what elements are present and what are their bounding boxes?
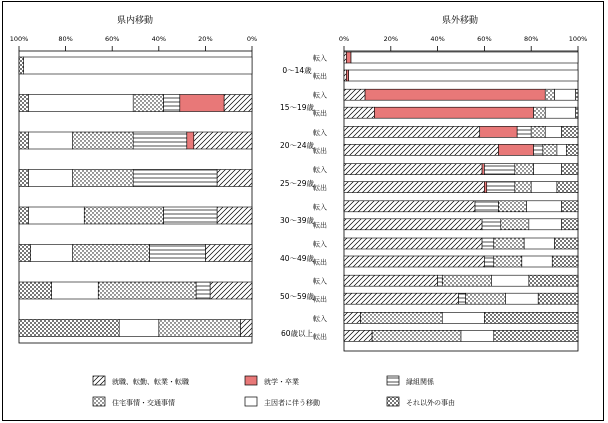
right-bar-segment-follow	[461, 330, 494, 341]
direction-label-in: 転入	[313, 54, 327, 63]
right-bar-segment-job	[344, 219, 482, 230]
right-tick-label: 0%	[338, 35, 350, 43]
right-chart-title: 県外移動	[441, 16, 479, 26]
right-bar-segment-other	[552, 256, 578, 267]
right-bar-segment-other	[566, 144, 578, 155]
right-bars	[344, 52, 578, 341]
right-bar-segment-other	[562, 219, 578, 230]
left-bar-segment-other	[19, 132, 28, 149]
right-bar-segment-follow	[524, 238, 554, 249]
left-bar-segment-housing	[84, 207, 163, 224]
left-chart-title: 県内移動	[116, 16, 154, 26]
direction-label-out: 転出	[313, 258, 327, 267]
left-bar-segment-job	[224, 95, 252, 112]
left-bar-segment-follow	[28, 95, 133, 112]
right-bar-segment-follow	[534, 164, 562, 175]
right-bar-segment-family	[475, 201, 498, 212]
left-bar-segment-follow	[52, 282, 99, 299]
right-bar-segment-school	[482, 164, 484, 175]
age-group-label: 60歳以上	[280, 329, 314, 338]
left-bar-segment-housing	[98, 282, 196, 299]
right-bar-segment-follow	[505, 293, 538, 304]
left-bar-segment-housing	[133, 95, 163, 112]
legend-swatch-follow	[245, 397, 257, 406]
right-bar-segment-housing	[494, 238, 524, 249]
right-bar-segment-other	[576, 107, 578, 118]
legend-swatch-other	[387, 397, 399, 406]
legend-label-follow: 主因者に伴う移動	[264, 399, 320, 407]
legend-label-job: 就職、転勤、転業・転職	[112, 378, 189, 386]
right-bar-segment-follow	[349, 70, 578, 81]
direction-label-out: 転出	[313, 109, 327, 118]
right-bar-segment-follow	[529, 219, 562, 230]
right-bar-segment-other	[538, 293, 578, 304]
right-bar-segment-other	[576, 89, 578, 100]
left-bar-segment-other	[19, 245, 31, 262]
left-tick-label: 100%	[9, 35, 29, 43]
right-tick-label: 80%	[523, 35, 539, 43]
direction-label-in: 転入	[313, 314, 327, 323]
right-bar-segment-other	[557, 182, 578, 193]
direction-label-in: 転入	[313, 128, 327, 137]
left-bar-segment-family	[149, 245, 205, 262]
right-bar-segment-other	[494, 330, 578, 341]
direction-label-out: 転出	[313, 184, 327, 193]
age-group-label: 25〜29歳	[279, 179, 315, 188]
right-bar-segment-follow	[555, 89, 576, 100]
left-bar-segment-other	[19, 57, 24, 74]
left-bar-segment-follow	[31, 245, 73, 262]
left-bar-segment-housing	[159, 320, 241, 337]
right-bar-segment-job	[344, 275, 438, 286]
legend-label-school: 就学・卒業	[264, 378, 299, 386]
legend-swatch-housing	[93, 397, 105, 406]
direction-label-in: 転入	[313, 240, 327, 249]
direction-label-out: 転出	[313, 72, 327, 81]
right-bar-segment-follow	[545, 126, 561, 137]
left-bar-segment-job	[194, 132, 252, 149]
direction-labels	[313, 54, 327, 341]
right-bar-segment-school	[346, 70, 348, 81]
right-bar-segment-housing	[466, 293, 506, 304]
right-bar-segment-family	[484, 164, 514, 175]
right-bar-segment-school	[480, 126, 517, 137]
left-bar-segment-other	[19, 282, 52, 299]
left-bar-segment-other	[19, 207, 28, 224]
left-bar-segment-follow	[28, 132, 72, 149]
direction-label-in: 転入	[313, 91, 327, 100]
left-tick-label: 80%	[58, 35, 73, 43]
right-bar-segment-job	[344, 52, 346, 63]
right-bar-segment-follow	[442, 312, 484, 323]
age-group-label: 15〜19歳	[279, 103, 315, 112]
right-bar-segment-school	[365, 89, 545, 100]
left-tick-label: 40%	[151, 35, 167, 43]
direction-label-out: 転出	[313, 332, 327, 341]
right-bar-segment-housing	[360, 312, 442, 323]
legend-label-family: 縁組関係	[406, 378, 434, 386]
age-group-label: 30〜39歳	[279, 216, 315, 225]
right-bar-segment-school	[484, 182, 486, 193]
right-bar-segment-family	[484, 256, 493, 267]
right-bar-segment-housing	[515, 164, 534, 175]
right-bar-segment-follow	[545, 107, 575, 118]
left-bar-segment-follow	[28, 170, 72, 187]
left-bar-segment-job	[205, 245, 252, 262]
right-bar-segment-job	[344, 89, 365, 100]
right-tick-label: 40%	[430, 35, 445, 43]
right-bar-segment-school	[374, 107, 533, 118]
legend-swatch-school	[245, 376, 257, 385]
right-bar-segment-follow	[491, 275, 528, 286]
left-tick-label: 20%	[198, 35, 213, 43]
right-bar-segment-other	[562, 126, 578, 137]
left-bar-segment-housing	[73, 170, 134, 187]
left-bar-segment-job	[240, 320, 252, 337]
right-bar-segment-other	[562, 164, 578, 175]
age-group-label: 40〜49歳	[279, 254, 315, 263]
right-bar-segment-housing	[543, 144, 557, 155]
right-bar-segment-other	[555, 238, 578, 249]
right-bar-segment-job	[344, 312, 360, 323]
right-bar-segment-school	[346, 52, 351, 63]
right-axis-ticks	[339, 35, 587, 51]
right-bar-segment-follow	[351, 52, 578, 63]
left-bar-segment-family	[163, 95, 179, 112]
direction-label-out: 転出	[313, 221, 327, 230]
right-bar-segment-job	[344, 70, 346, 81]
left-bar-segment-family	[163, 207, 217, 224]
left-bars	[19, 57, 252, 337]
left-bar-segment-family	[133, 170, 217, 187]
right-bar-segment-housing	[372, 330, 461, 341]
right-bar-segment-family	[459, 293, 466, 304]
left-tick-label: 0%	[246, 35, 258, 43]
legend-swatch-family	[387, 376, 399, 385]
left-bar-segment-family	[196, 282, 210, 299]
left-bar-segment-school	[180, 95, 224, 112]
direction-label-in: 転入	[313, 203, 327, 212]
legend-label-housing: 住宅事情・交通事情	[112, 399, 175, 407]
right-bar-segment-family	[438, 275, 443, 286]
right-bar-segment-housing	[531, 126, 545, 137]
direction-label-out: 転出	[313, 146, 327, 155]
age-group-label: 20〜24歳	[279, 141, 315, 150]
right-bar-segment-housing	[442, 275, 491, 286]
left-tick-label: 60%	[104, 35, 120, 43]
right-bar-segment-job	[344, 164, 482, 175]
legend-swatch-job	[93, 376, 105, 385]
left-bar-segment-job	[217, 207, 252, 224]
right-bar-segment-job	[344, 256, 484, 267]
left-bar-segment-other	[19, 320, 119, 337]
right-bar-segment-job	[344, 182, 484, 193]
age-group-label: 50〜59歳	[279, 292, 315, 301]
left-bar-segment-follow	[28, 207, 84, 224]
right-bar-segment-family	[482, 238, 494, 249]
legend	[93, 376, 455, 407]
right-bar-segment-job	[344, 201, 475, 212]
right-bar-segment-follow	[527, 201, 562, 212]
right-tick-label: 100%	[568, 35, 588, 43]
right-bar-segment-housing	[494, 256, 522, 267]
right-bar-segment-school	[498, 144, 533, 155]
right-bar-segment-follow	[531, 182, 557, 193]
left-bar-segment-housing	[73, 132, 134, 149]
left-bar-segment-follow	[119, 320, 159, 337]
right-bar-segment-family	[517, 126, 531, 137]
direction-label-in: 転入	[313, 166, 327, 175]
right-tick-label: 60%	[477, 35, 492, 43]
right-bar-segment-follow	[557, 144, 566, 155]
right-bar-segment-family	[482, 219, 501, 230]
right-bar-segment-other	[484, 312, 578, 323]
right-bar-segment-family	[534, 144, 543, 155]
age-group-labels	[280, 65, 315, 338]
right-bar-segment-family	[487, 182, 515, 193]
right-bar-segment-job	[344, 293, 459, 304]
right-bar-segment-other	[529, 275, 578, 286]
right-bar-segment-job	[344, 144, 498, 155]
direction-label-in: 転入	[313, 277, 327, 286]
right-bar-segment-job	[344, 330, 372, 341]
age-group-label: 0〜14歳	[282, 66, 312, 75]
left-bar-segment-other	[19, 95, 28, 112]
right-bar-segment-housing	[515, 182, 531, 193]
right-bar-segment-housing	[545, 89, 554, 100]
right-bar-segment-job	[344, 126, 480, 137]
right-bar-segment-job	[344, 107, 374, 118]
left-bar-segment-job	[210, 282, 252, 299]
left-bar-segment-housing	[73, 245, 150, 262]
direction-label-out: 転出	[313, 295, 327, 304]
left-axis-ticks	[10, 35, 257, 51]
right-bar-segment-follow	[522, 256, 552, 267]
left-bar-segment-family	[133, 132, 187, 149]
legend-label-other: それ以外の事由	[406, 399, 455, 407]
right-bar-segment-housing	[534, 107, 546, 118]
left-bar-segment-other	[19, 170, 28, 187]
right-tick-label: 20%	[383, 35, 399, 43]
left-bar-segment-job	[217, 170, 252, 187]
right-bar-segment-housing	[498, 201, 526, 212]
left-bar-segment-follow	[24, 57, 252, 74]
left-bar-segment-school	[187, 132, 194, 149]
right-bar-segment-job	[344, 238, 482, 249]
right-bar-segment-housing	[501, 219, 529, 230]
right-bar-segment-other	[562, 201, 578, 212]
